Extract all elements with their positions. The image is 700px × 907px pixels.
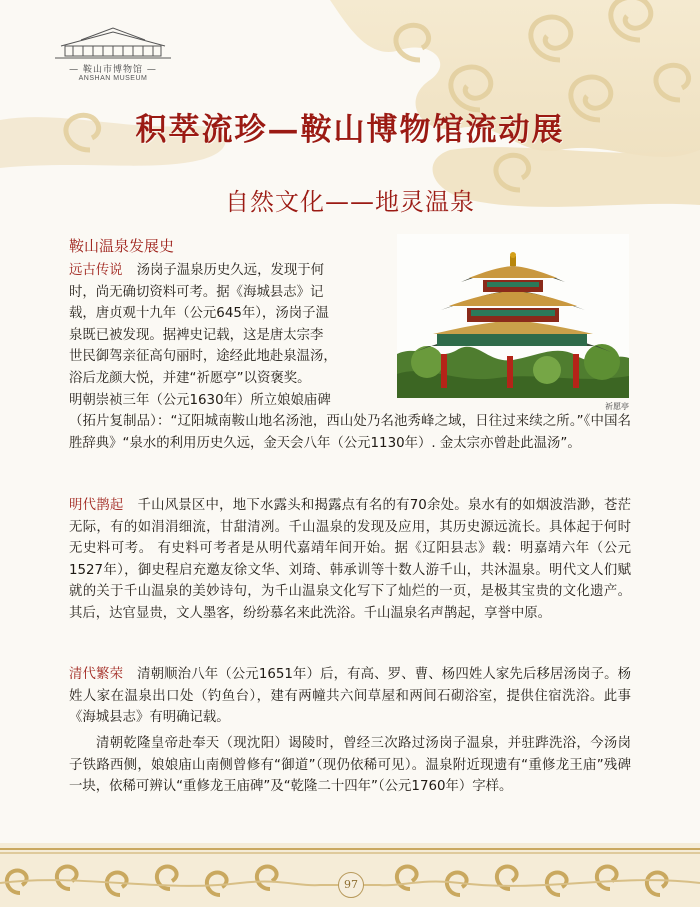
museum-building-icon [51,26,175,60]
paragraph-ming-rise [69,495,631,625]
museum-logo [48,26,178,82]
paragraph-text: 清朝乾隆皇帝赴奉天（现沈阳）谒陵时，曾经三次路过汤岗子温泉，并驻跸洗浴，今汤岗子铁路西侧，娘娘庙山南侧曾修有“御道”（现仍依稀可见）。温泉附近现遗有“重修龙王庙”残碑一块，依稀可辨认“重修龙王庙碑”及“乾隆二十四年”（公元1760年）字样。 [69,736,631,795]
paragraph-line: 明朝崇祯三年（公元1630年）所立娘娘庙碑 [69,392,331,408]
logo-english-name: ANSHAN MUSEUM [78,75,148,82]
paragraph-line: 泉既已被发现。据裨史记载，这是唐太宗李 [69,327,324,343]
paragraph-ancient-legend [69,260,631,454]
paragraph-label: 明代鹊起 [69,498,124,513]
paragraph-line: 时，尚无确切资料可考。据《海城县志》记 [69,284,324,300]
paragraph-text: 千山风景区中，地下水露头和揭露点有名的有70余处。泉水有的如烟波浩渺，苍茫无际，有的如涓涓细流，甘甜清冽。千山温泉的发现及应用，其历史源远流长。具体起于何时无史料可考。 有史料可考者是从明代嘉靖年间开始。据《辽阳县志》载：明嘉靖六年（公元1527年），御史程启充邀友徐文华、刘琦、韩承训等十数人游千山，共沐温泉。明代文人们赋就的关于千山温泉的美妙诗句，为千山温泉文化写下了灿烂的一页，是极其宝贵的文化遗产。其后，达官显贵，文人墨客，纷纷慕名来此洗浴。千山温泉名声鹊起，享誉中原。 [69,498,632,621]
paragraph-text: 清朝顺治八年（公元1651年）后，有高、罗、曹、杨四姓人家先后移居汤岗子。杨姓人家在温泉出口处（钓鱼台），建有两幢共六间草屋和两间石砌浴室，提供住宿洗浴。此事《海城县志》有明确记载。 [69,667,632,726]
exhibition-title: 积萃流珍—鞍山博物馆流动展 [135,112,565,148]
logo-chinese-name: — 鞍山市博物馆 — [69,65,157,75]
section-subtitle: 鞍山温泉发展史 [69,237,175,255]
paragraph-label: 远古传说 [69,263,123,278]
paragraph-line: 浴后龙颜大悦，并建“祈愿亭”以资褒奖。 [69,370,311,386]
paragraph-qing-prosperity [69,664,631,729]
paragraph-line: 世民御驾亲征高句丽时，途经此地赴泉温汤， [69,349,337,365]
paragraph-line: 汤岗子温泉历史久远，发现于何 [136,263,325,278]
paragraph-qianlong [69,733,631,798]
section-title: 自然文化——地灵温泉 [225,188,475,216]
paragraph-label: 清代繁荣 [69,667,124,682]
paragraph-line: 载，唐贞观十九年（公元645年），汤岗子温 [69,306,329,322]
page-number: 97 [338,872,364,898]
photo-caption: 祈愿亭 [605,402,629,411]
paragraph-text: （拓片复制品）：“辽阳城南鞍山地名汤池，西山处乃名池秀峰之域，日往过来续之所。”《中国名胜辞典》“泉水的利用历史久远，金天会八年（公元1130年）. 金太宗亦曾赴此温汤”。 [69,414,631,451]
